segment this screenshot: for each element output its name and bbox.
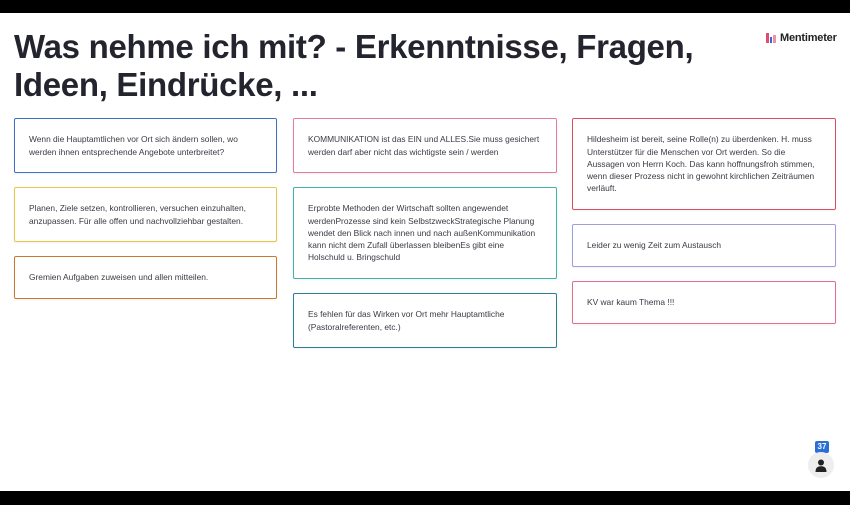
response-text: Leider zu wenig Zeit zum Austausch xyxy=(587,240,722,251)
response-card xyxy=(14,187,277,242)
response-card xyxy=(572,118,836,210)
response-text: Erprobte Methoden der Wirtschaft sollten angewendet werdenProzesse sind kein SelbstzweckStrategische Planung wendet den Blick nach innen und nach außenKommunikation kann nicht dem Zufall überlassen bleibenEs gibt eine Holschuld u. Bringschuld xyxy=(308,203,536,263)
response-card xyxy=(14,256,277,299)
brand-name: Mentimeter xyxy=(780,32,837,44)
response-text: KOMMUNIKATION ist das EIN und ALLES.Sie muss gesichert werden darf aber nicht das wichtigste sein / werden xyxy=(308,134,540,157)
response-card xyxy=(293,118,557,173)
person-icon xyxy=(815,459,827,472)
audience-button[interactable] xyxy=(808,452,834,478)
slide-title: Was nehme ich mit? - Erkenntnisse, Fragen, Ideen, Eindrücke, ... xyxy=(14,28,694,103)
response-text: Gremien Aufgaben zuweisen und allen mitteilen. xyxy=(29,272,209,283)
mentimeter-logo-icon xyxy=(766,33,776,43)
response-text: KV war kaum Thema !!! xyxy=(587,297,675,308)
participant-count-badge: 37 xyxy=(815,441,829,453)
response-text: Wenn die Hauptamtlichen vor Ort sich ändern sollen, wo werden ihnen entsprechende Angebote unterbreitet? xyxy=(29,134,238,157)
response-card xyxy=(293,293,557,348)
response-card xyxy=(293,187,557,279)
response-text: Es fehlen für das Wirken vor Ort mehr Hauptamtliche (Pastoralreferenten, etc.) xyxy=(308,309,505,332)
brand-logo xyxy=(766,32,837,44)
response-text: Hildesheim ist bereit, seine Rolle(n) zu überdenken. H. muss Unterstützer für die Menschen vor Ort werden. So die Aussagen von Herrn Koch. Das kann hoffnungsfroh stimmen, wenn dieser Prozess nicht in gewohnt kirchlichen Zeiträumen verläuft. xyxy=(587,134,815,194)
slide xyxy=(0,13,850,491)
response-card xyxy=(14,118,277,173)
response-text: Planen, Ziele setzen, kontrollieren, versuchen einzuhalten, anzupassen. Für alle offen und nachvollziehbar gestalten. xyxy=(29,203,246,226)
response-card xyxy=(572,281,836,324)
response-card xyxy=(572,224,836,267)
